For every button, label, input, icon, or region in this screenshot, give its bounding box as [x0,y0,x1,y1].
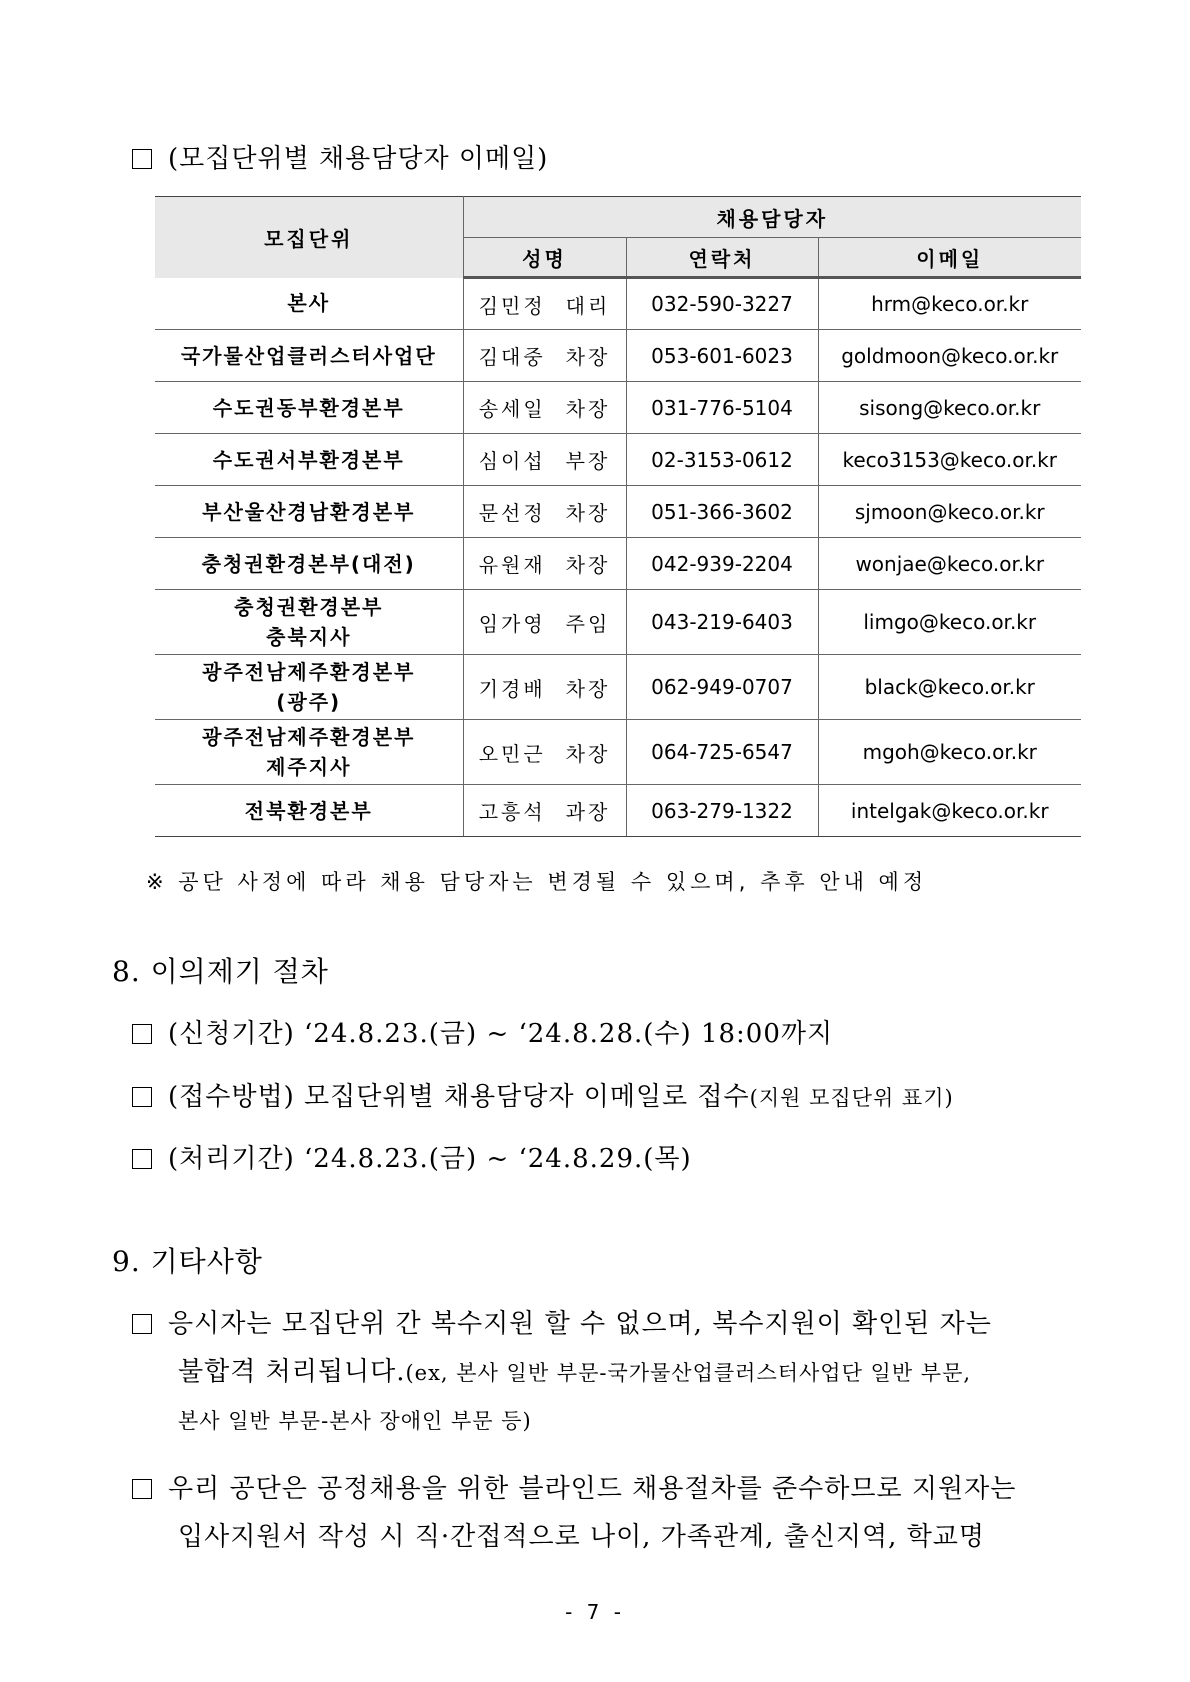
cell-email: sisong@keco.or.kr [818,382,1081,434]
header-name: 성명 [463,238,626,278]
cell-email: keco3153@keco.or.kr [818,434,1081,486]
cell-email: wonjae@keco.or.kr [818,538,1081,590]
cell-unit: 부산울산경남환경본부 [155,486,463,538]
cell-unit: 전북환경본부 [155,785,463,837]
cell-unit: 수도권동부환경본부 [155,382,463,434]
table-row [155,278,1081,330]
cell-unit: 충청권환경본부(대전) [155,538,463,590]
cell-email: limgo@keco.or.kr [818,590,1081,655]
cell-phone: 053-601-6023 [626,330,818,382]
section9-item-1: 응시자는 모집단위 간 복수지원 할 수 없으며, 복수지원이 확인된 자는 불합격 처리됩니다.(ex, 본사 일반 부문-국가물산업클러스터사업단 일반 부문, 본사 일반 부문-본사 장애인 부문 등) [132,1300,1052,1445]
table-row [155,486,1081,538]
cell-name: 김민정 대리 [463,278,626,330]
cell-name: 송세일 차장 [463,382,626,434]
cell-unit: 국가물산업클러스터사업단 [155,330,463,382]
header-contact: 채용담당자 [463,197,1081,238]
table-note: ※ 공단 사정에 따라 채용 담당자는 변경될 수 있으며, 추후 안내 예정 [146,870,928,894]
cell-name: 오민근 차장 [463,720,626,785]
header-unit: 모집단위 [155,197,463,278]
cell-name: 유원재 차장 [463,538,626,590]
table-row [155,434,1081,486]
cell-phone: 062-949-0707 [626,655,818,720]
cell-email: sjmoon@keco.or.kr [818,486,1081,538]
cell-name: 문선정 차장 [463,486,626,538]
checkbox-icon [132,1087,152,1107]
cell-phone: 02-3153-0612 [626,434,818,486]
table-row [155,330,1081,382]
cell-email: hrm@keco.or.kr [818,278,1081,330]
cell-unit: 본사 [155,278,463,330]
cell-name: 고흥석 과장 [463,785,626,837]
cell-name: 임가영 주임 [463,590,626,655]
page-number: - 7 - [565,1600,625,1624]
cell-phone: 063-279-1322 [626,785,818,837]
cell-phone: 042-939-2204 [626,538,818,590]
table-row [155,590,1081,655]
cell-phone: 031-776-5104 [626,382,818,434]
header-email: 이메일 [818,238,1081,278]
cell-name: 심이섭 부장 [463,434,626,486]
table-caption: (모집단위별 채용담당자 이메일) [132,138,548,175]
section9-heading: 9. 기타사항 [112,1245,263,1278]
table-row [155,720,1081,785]
checkbox-icon [132,1024,152,1044]
checkbox-icon [132,1149,152,1169]
cell-email: mgoh@keco.or.kr [818,720,1081,785]
header-phone: 연락처 [626,238,818,278]
cell-phone: 032-590-3227 [626,278,818,330]
cell-email: goldmoon@keco.or.kr [818,330,1081,382]
table-row [155,655,1081,720]
section8-item-3: (처리기간) ‘24.8.23.(금) ~ ‘24.8.29.(목) [132,1138,692,1175]
cell-unit: 충청권환경본부 충북지사 [155,590,463,655]
table-row [155,538,1081,590]
checkbox-icon [132,1314,152,1334]
cell-name: 김대중 차장 [463,330,626,382]
section8-item-2: (접수방법) 모집단위별 채용담당자 이메일로 접수(지원 모집단위 표기) [132,1076,954,1113]
cell-unit: 광주전남제주환경본부 (광주) [155,655,463,720]
section8-item-1: (신청기간) ‘24.8.23.(금) ~ ‘24.8.28.(수) 18:00까지 [132,1013,833,1050]
cell-name: 기경배 차장 [463,655,626,720]
contact-table [155,196,1081,837]
section9-item-2: 우리 공단은 공정채용을 위한 블라인드 채용절차를 준수하므로 지원자는 입사지원서 작성 시 직·간접적으로 나이, 가족관계, 출신지역, 학교명 [132,1465,1052,1561]
checkbox-icon [132,1479,152,1499]
cell-phone: 051-366-3602 [626,486,818,538]
cell-unit: 광주전남제주환경본부 제주지사 [155,720,463,785]
cell-email: black@keco.or.kr [818,655,1081,720]
cell-email: intelgak@keco.or.kr [818,785,1081,837]
section8-heading: 8. 이의제기 절차 [112,955,329,988]
cell-unit: 수도권서부환경본부 [155,434,463,486]
cell-phone: 064-725-6547 [626,720,818,785]
table-row [155,382,1081,434]
cell-phone: 043-219-6403 [626,590,818,655]
table-row [155,785,1081,837]
checkbox-icon [132,149,152,169]
